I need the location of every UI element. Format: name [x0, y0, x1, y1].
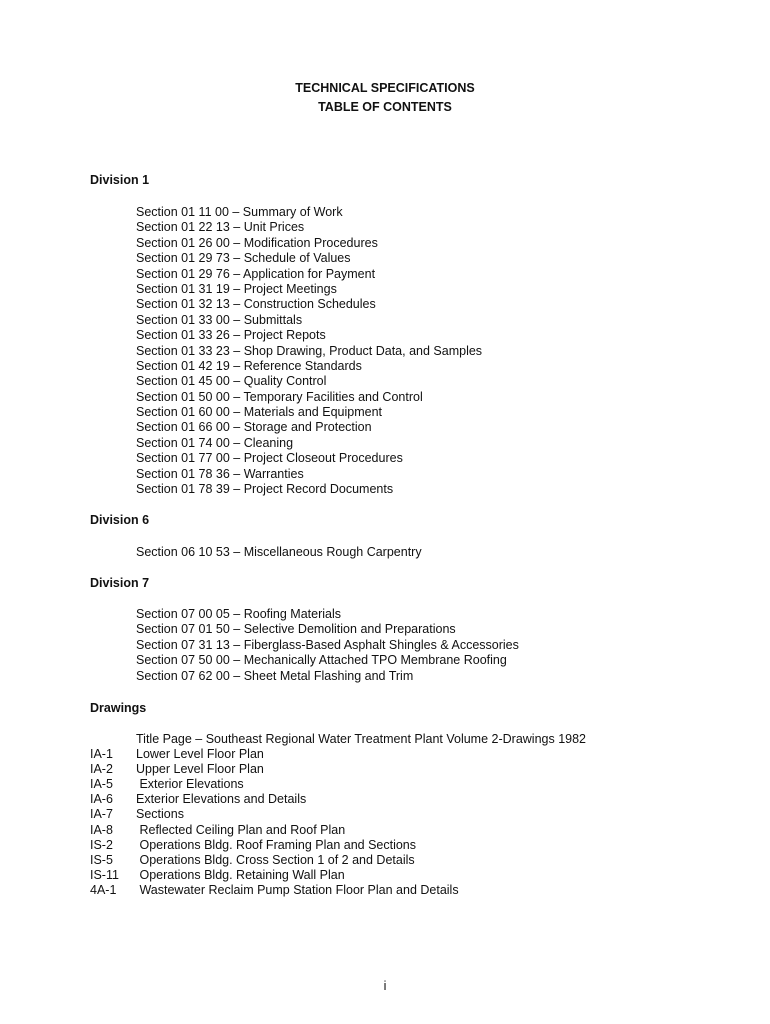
drawing-item — [90, 762, 586, 777]
drawing-code: IA-8 — [90, 822, 113, 837]
drawing-description: Operations Bldg. Retaining Wall Plan — [136, 867, 345, 882]
section-item: Section 01 33 00 – Submittals — [136, 312, 303, 327]
section-item: Section 01 33 23 – Shop Drawing, Product Data, and Samples — [136, 343, 483, 358]
drawing-item — [90, 838, 586, 853]
document-subtitle: TABLE OF CONTENTS — [318, 100, 452, 114]
section-item: Section 01 29 76 – Application for Payment — [136, 266, 376, 281]
section-item: Section 01 45 00 – Quality Control — [136, 374, 327, 389]
drawing-code: IA-1 — [90, 747, 113, 762]
section-item: Section 07 00 05 – Roofing Materials — [136, 607, 341, 621]
division-1-section-list — [136, 205, 482, 497]
drawing-code: IS-5 — [90, 852, 113, 867]
drawing-item — [90, 868, 586, 883]
section-item: Section 07 01 50 – Selective Demolition and Preparations — [136, 622, 456, 637]
section-item: Section 01 50 00 – Temporary Facilities and Control — [136, 389, 423, 404]
section-item: Section 01 31 19 – Project Meetings — [136, 281, 337, 296]
drawing-description: Reflected Ceiling Plan and Roof Plan — [136, 822, 346, 837]
section-item: Section 01 26 00 – Modification Procedures — [136, 235, 378, 250]
section-item: Section 07 50 00 – Mechanically Attached TPO Membrane Roofing — [136, 653, 507, 668]
drawing-code: IA-6 — [90, 792, 113, 807]
section-item: Section 01 29 73 – Schedule of Values — [136, 251, 351, 266]
drawing-code: IS-11 — [90, 867, 119, 882]
section-item: Section 01 42 19 – Reference Standards — [136, 358, 362, 373]
drawing-code: IA-7 — [90, 807, 113, 822]
drawing-description: Lower Level Floor Plan — [136, 747, 264, 762]
drawing-code: IA-2 — [90, 762, 113, 777]
drawing-item — [90, 747, 586, 762]
page-number: i — [383, 979, 387, 993]
drawing-description: Sections — [136, 807, 184, 822]
drawing-description: Exterior Elevations and Details — [136, 792, 307, 807]
division-6-section-list — [136, 545, 422, 560]
section-item: Section 01 11 00 – Summary of Work — [136, 205, 343, 219]
drawings-list — [90, 732, 586, 898]
section-item: Section 01 74 00 – Cleaning — [136, 435, 294, 450]
section-item: Section 07 62 00 – Sheet Metal Flashing and Trim — [136, 668, 414, 683]
drawing-description: Wastewater Reclaim Pump Station Floor Plan and Details — [136, 882, 459, 897]
section-item: Section 01 60 00 – Materials and Equipment — [136, 405, 382, 420]
drawing-description: Operations Bldg. Cross Section 1 of 2 and Details — [136, 852, 415, 867]
drawing-item — [90, 823, 586, 838]
section-item: Section 01 78 39 – Project Record Documents — [136, 482, 394, 497]
drawing-description: Title Page – Southeast Regional Water Treatment Plant Volume 2-Drawings 1982 — [136, 732, 587, 746]
section-item: Section 01 33 26 – Project Repots — [136, 328, 326, 343]
drawing-code: 4A-1 — [90, 882, 117, 897]
section-item: Section 07 31 13 – Fiberglass-Based Asphalt Shingles & Accessories — [136, 637, 519, 652]
section-item: Section 01 77 00 – Project Closeout Procedures — [136, 451, 403, 466]
section-item: Section 01 22 13 – Unit Prices — [136, 220, 305, 235]
section-item: Section 01 66 00 – Storage and Protection — [136, 420, 372, 435]
drawing-item — [90, 853, 586, 868]
drawing-item — [90, 732, 586, 747]
section-item: Section 01 32 13 – Construction Schedules — [136, 297, 376, 312]
division-1-heading: Division 1 — [90, 173, 150, 187]
section-item: Section 06 10 53 – Miscellaneous Rough Carpentry — [136, 545, 422, 559]
drawing-code: IA-5 — [90, 777, 113, 792]
drawing-item — [90, 883, 586, 898]
drawings-heading: Drawings — [90, 701, 147, 715]
drawing-item — [90, 792, 586, 807]
division-7-section-list — [136, 607, 519, 684]
drawing-code: IS-2 — [90, 837, 113, 852]
drawing-description: Exterior Elevations — [136, 777, 244, 792]
division-6-heading: Division 6 — [90, 513, 150, 527]
drawing-description: Operations Bldg. Roof Framing Plan and Sections — [136, 837, 417, 852]
document-title: TECHNICAL SPECIFICATIONS — [295, 81, 475, 95]
drawing-item — [90, 807, 586, 822]
drawing-description: Upper Level Floor Plan — [136, 762, 264, 777]
drawing-item — [90, 777, 586, 792]
division-7-heading: Division 7 — [90, 576, 150, 590]
section-item: Section 01 78 36 – Warranties — [136, 466, 304, 481]
